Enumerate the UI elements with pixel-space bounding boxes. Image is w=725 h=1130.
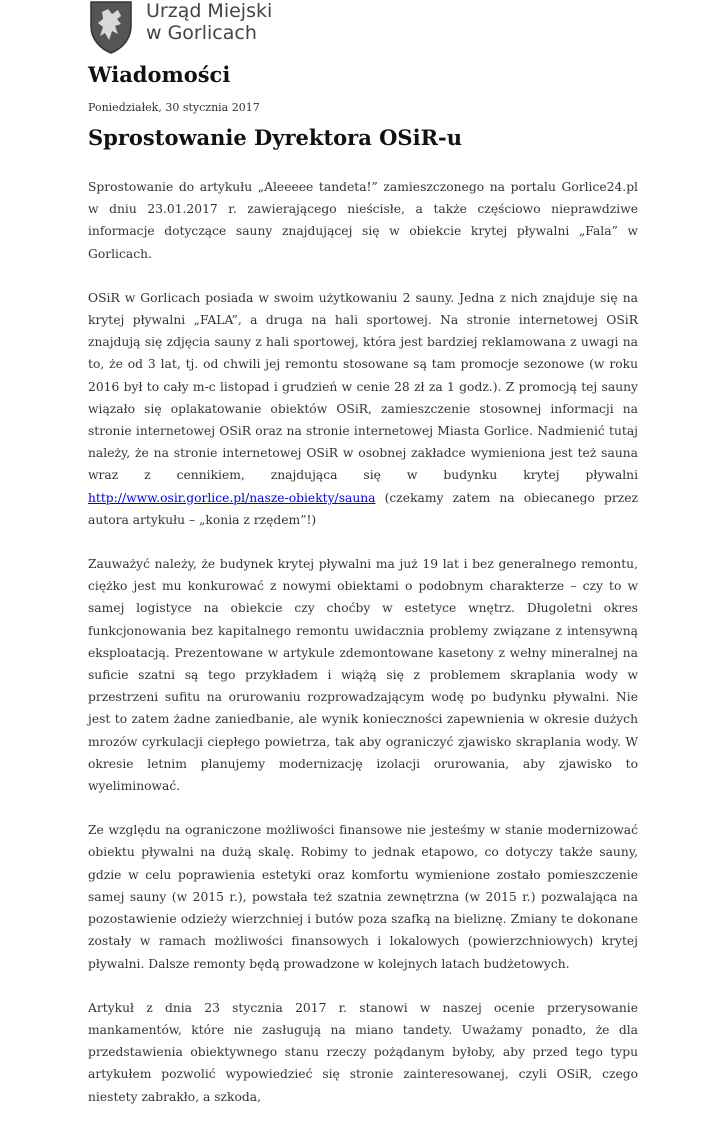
article-body bbox=[88, 176, 638, 1130]
paragraph-2-text-after-link: (czekamy zatem na obiecanego przez autora artykułu – „konia z rzędem”!) bbox=[88, 490, 638, 527]
org-name bbox=[146, 0, 272, 44]
section-title: Wiadomości bbox=[88, 62, 231, 87]
sauna-link[interactable]: http://www.osir.gorlice.pl/nasze-obiekty/sauna bbox=[88, 490, 376, 505]
coat-of-arms-icon bbox=[88, 0, 134, 54]
article-paragraph-3: Zauważyć należy, że budynek krytej pływalni ma już 19 lat i bez generalnego remontu, ciężko jest mu konkurować z nowymi obiektami o podobnym charakterze – czy to w samej logistyce na obiekcie czy choćby w estetyce wnętrz. Długoletni okres funkcjonowania bez kapitalnego remontu uwidacznia problemy związane z intensywną eksploatacją. Prezentowane w artykule zdemontowane kasetony z wełny mineralnej na suficie szatni są tego przykładem i wiążą się z problemem skraplania wody w przestrzeni sufitu na orurowaniu rozprowadzającym wodę po budynku pływalni. Nie jest to zatem żadne zaniedbanie, ale wynik konieczności zapewnienia w okresie dużych mrozów cyrkulacji ciepłego powietrza, tak aby ograniczyć zjawisko skraplania wody. W okresie letnim planujemy modernizację izolacji orurowania, aby zjawisko to wyeliminować. bbox=[88, 557, 638, 794]
site-header bbox=[88, 0, 348, 56]
article-paragraph-2 bbox=[88, 287, 638, 531]
org-name-line1: Urząd Miejski bbox=[146, 0, 273, 22]
article-paragraph-5: Artykuł z dnia 23 stycznia 2017 r. stanowi w naszej ocenie przerysowanie mankamentów, które nie zasługują na miano tandety. Uważamy ponadto, że dla przedstawienia obiektywnego stanu rzeczy pożądanym byłoby, aby przed tego typu artykułem pozwolić wypowiedzieć się stronie zainteresowanej, czyli OSiR, czego niestety zabrakło, a szkoda, bbox=[88, 1000, 638, 1104]
article-paragraph-4: Ze względu na ograniczone możliwości finansowe nie jesteśmy w stanie modernizować obiektu pływalni na dużą skalę. Robimy to jednak etapowo, co dotyczy także sauny, gdzie w celu poprawienia estetyki oraz komfortu wymienione zostało pomieszczenie samej sauny (w 2015 r.), powstała też szatnia zewnętrzna (w 2015 r.) pozwalająca na pozostawienie odzieży wierzchniej i butów poza szafką na bieliznę. Zmiany te dokonane zostały w ramach możliwości finansowych i lokalowych (powierzchniowych) krytej pływalni. Dalsze remonty będą prowadzone w kolejnych latach budżetowych. bbox=[88, 823, 638, 971]
paragraph-2-text-before-link: OSiR w Gorlicach posiada w swoim użytkowaniu 2 sauny. Jedna z nich znajduje się na krytej pływalni „FALA”, a druga na hali sportowej. Na stronie internetowej OSiR znajdują się zdjęcia sauny z hali sportowej, która jest bardziej reklamowana z uwagi na to, że od 3 lat, tj. od chwili jej remontu stosowane są tam promocje sezonowe (w roku 2016 był to cały m-c listopad i grudzień w cenie 28 zł za 1 godz.). Z promocją tej sauny wiązało się oplakatowanie obiektów OSiR, zamieszczenie stosownej informacji na stronie internetowej OSiR oraz na stronie internetowej Miasta Gorlice. Nadmienić tutaj należy, że na stronie internetowej OSiR w osobnej zakładce wymieniona jest też sauna wraz z cennikiem, znajdująca się w budynku krytej pływalni bbox=[88, 290, 638, 483]
article-paragraph-1: Sprostowanie do artykułu „Aleeeee tandeta!” zamieszczonego na portalu Gorlice24.pl w dniu 23.01.2017 r. zawierającego nieścisłe, a także częściowo nieprawdziwe informacje dotyczące sauny znajdującej się w obiekcie krytej pływalni „Fala” w Gorlicach. bbox=[88, 180, 638, 261]
article-title: Sprostowanie Dyrektora OSiR-u bbox=[88, 125, 463, 150]
article-date: Poniedziałek, 30 stycznia 2017 bbox=[88, 101, 260, 114]
org-name-line2: w Gorlicach bbox=[146, 22, 257, 44]
